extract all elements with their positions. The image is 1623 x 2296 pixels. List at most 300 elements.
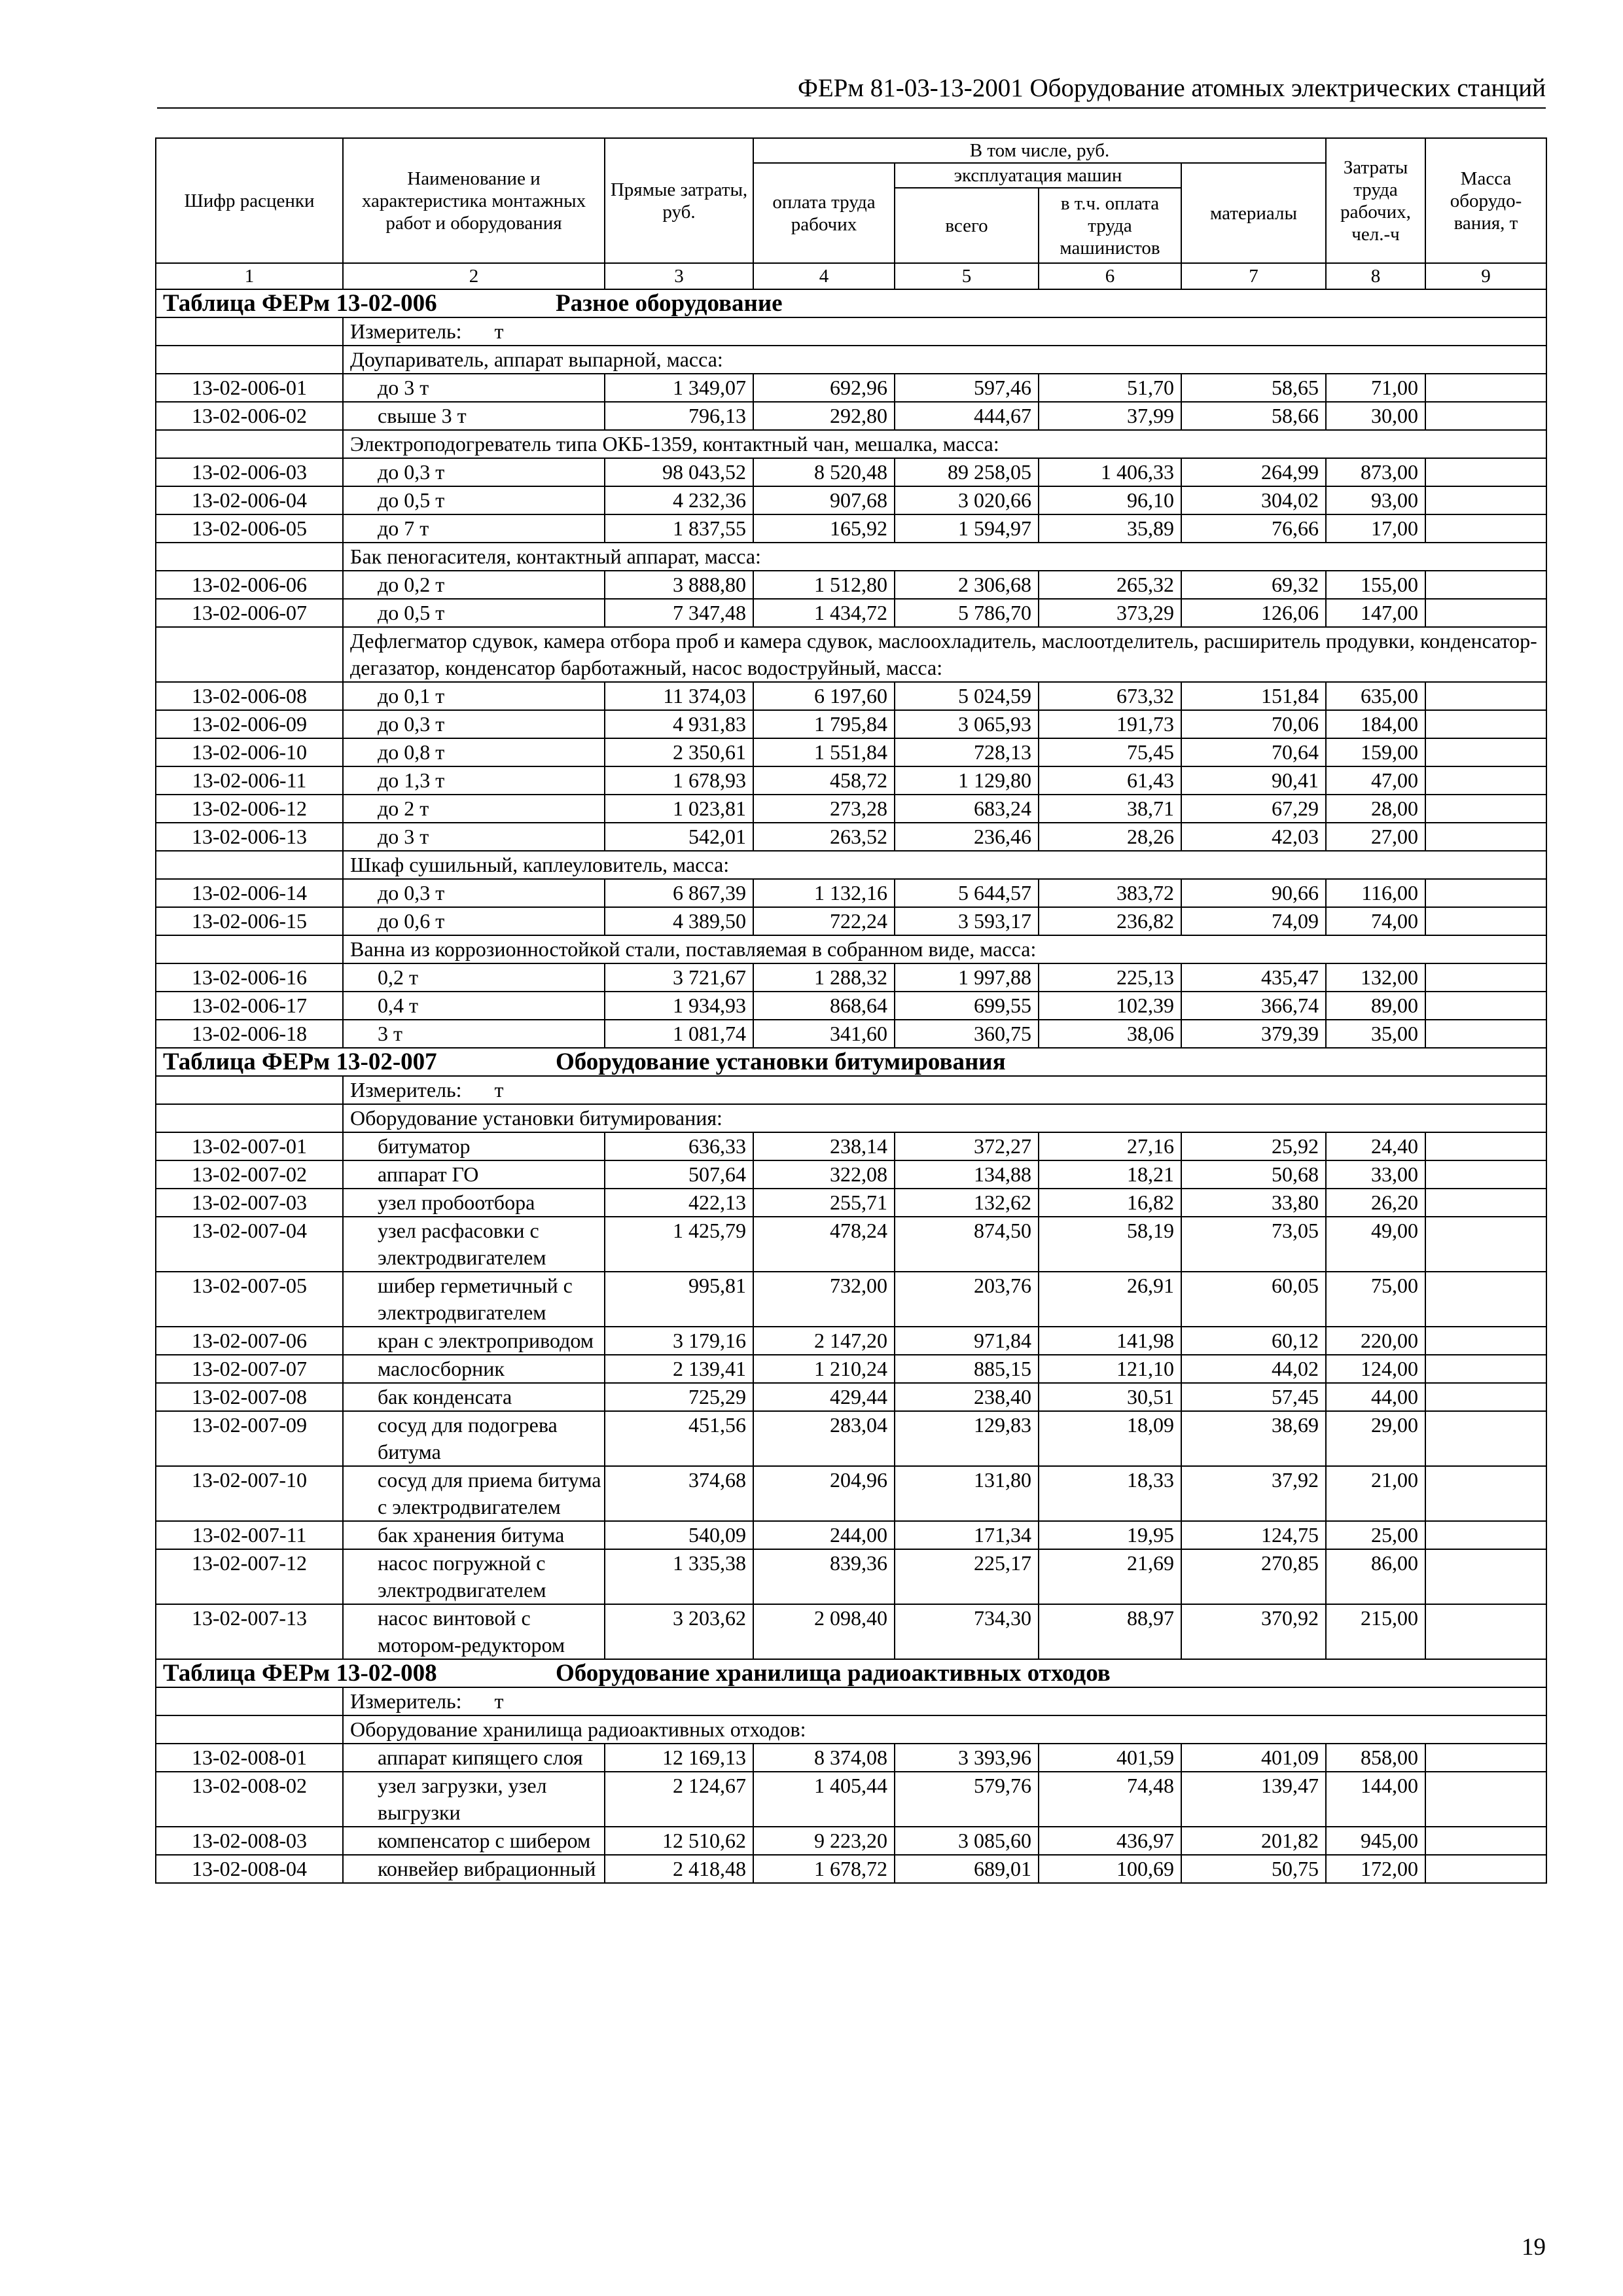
- rate-code-cell: 13-02-008-03: [156, 1827, 343, 1855]
- materials-cell: 151,84: [1181, 682, 1326, 710]
- direct-cost-cell: 507,64: [605, 1160, 753, 1189]
- machines-total-cell: 372,27: [895, 1132, 1039, 1160]
- machinist-pay-cell: 373,29: [1039, 599, 1181, 627]
- header-machines: эксплуатация машин: [895, 163, 1181, 188]
- labor-pay-cell: 1 795,84: [753, 710, 895, 738]
- materials-cell: 379,39: [1181, 1020, 1326, 1048]
- materials-cell: 366,74: [1181, 992, 1326, 1020]
- direct-cost-cell: 1 335,38: [605, 1549, 753, 1604]
- table-row: [156, 1272, 1546, 1327]
- machines-total-cell: 444,67: [895, 402, 1039, 430]
- meter-label: Измеритель:: [350, 319, 462, 343]
- labor-pay-cell: 1 210,24: [753, 1355, 895, 1383]
- labor-pay-cell: 429,44: [753, 1383, 895, 1411]
- machinist-pay-cell: 18,09: [1039, 1411, 1181, 1466]
- materials-cell: 69,32: [1181, 571, 1326, 599]
- rate-code-cell: 13-02-007-02: [156, 1160, 343, 1189]
- machinist-pay-cell: 61,43: [1039, 766, 1181, 795]
- equipment-mass-cell: [1425, 1383, 1546, 1411]
- column-number: 6: [1039, 263, 1181, 289]
- labor-cost-cell: 35,00: [1326, 1020, 1425, 1048]
- table-row: [156, 1604, 1546, 1659]
- group-label-row: [156, 543, 1546, 571]
- header-machinist-pay: в т.ч. оплата труда машинистов: [1039, 188, 1181, 263]
- machinist-pay-cell: 21,69: [1039, 1549, 1181, 1604]
- machines-total-cell: 203,76: [895, 1272, 1039, 1327]
- equipment-mass-cell: [1425, 402, 1546, 430]
- direct-cost-cell: 725,29: [605, 1383, 753, 1411]
- group-label: Дефлегматор сдувок, камера отбора проб и камера сдувок, маслоохладитель, маслоотделитель, расширитель продувки, конденсатор-дегазатор, конденсатор барботажный, насос водоструйный, масса:: [343, 627, 1546, 682]
- group-label: Ванна из коррозионностойкой стали, поставляемая в собранном виде, масса:: [343, 935, 1546, 963]
- rate-code-cell: 13-02-007-08: [156, 1383, 343, 1411]
- materials-cell: 50,68: [1181, 1160, 1326, 1189]
- equipment-mass-cell: [1425, 1855, 1546, 1883]
- table-row: [156, 823, 1546, 851]
- rate-code-cell: 13-02-006-03: [156, 458, 343, 486]
- table-row: [156, 514, 1546, 543]
- work-name-cell: свыше 3 т: [343, 402, 605, 430]
- machinist-pay-cell: 88,97: [1039, 1604, 1181, 1659]
- labor-cost-cell: 132,00: [1326, 963, 1425, 992]
- header-incl: В том числе, руб.: [753, 138, 1326, 163]
- group-label-row: [156, 1715, 1546, 1744]
- table-row: [156, 458, 1546, 486]
- direct-cost-cell: 4 389,50: [605, 907, 753, 935]
- table-row: [156, 907, 1546, 935]
- column-number: 7: [1181, 263, 1326, 289]
- direct-cost-cell: 4 931,83: [605, 710, 753, 738]
- labor-cost-cell: 75,00: [1326, 1272, 1425, 1327]
- direct-cost-cell: 1 837,55: [605, 514, 753, 543]
- labor-pay-cell: 1 132,16: [753, 879, 895, 907]
- equipment-mass-cell: [1425, 823, 1546, 851]
- materials-cell: 57,45: [1181, 1383, 1326, 1411]
- direct-cost-cell: 1 678,93: [605, 766, 753, 795]
- materials-cell: 139,47: [1181, 1772, 1326, 1827]
- table-row: [156, 963, 1546, 992]
- machinist-pay-cell: 28,26: [1039, 823, 1181, 851]
- work-name-cell: узел пробоотбора: [343, 1189, 605, 1217]
- machinist-pay-cell: 30,51: [1039, 1383, 1181, 1411]
- labor-cost-cell: 27,00: [1326, 823, 1425, 851]
- rate-code-cell: 13-02-007-07: [156, 1355, 343, 1383]
- group-label: Оборудование установки битумирования:: [343, 1104, 1546, 1132]
- work-name-cell: кран с электроприводом: [343, 1327, 605, 1355]
- table-row: [156, 795, 1546, 823]
- direct-cost-cell: 2 350,61: [605, 738, 753, 766]
- group-label: Доупариватель, аппарат выпарной, масса:: [343, 346, 1546, 374]
- direct-cost-cell: 4 232,36: [605, 486, 753, 514]
- machinist-pay-cell: 74,48: [1039, 1772, 1181, 1827]
- rate-code-cell: 13-02-006-08: [156, 682, 343, 710]
- table-row: [156, 1327, 1546, 1355]
- labor-cost-cell: 44,00: [1326, 1383, 1425, 1411]
- table-row: [156, 879, 1546, 907]
- rate-code-cell: 13-02-007-12: [156, 1549, 343, 1604]
- meter-unit: т: [494, 319, 504, 343]
- equipment-mass-cell: [1425, 458, 1546, 486]
- labor-cost-cell: 635,00: [1326, 682, 1425, 710]
- materials-cell: 435,47: [1181, 963, 1326, 992]
- rate-code-cell: 13-02-008-01: [156, 1744, 343, 1772]
- direct-cost-cell: 451,56: [605, 1411, 753, 1466]
- meter-row: [156, 1687, 1546, 1715]
- direct-cost-cell: 542,01: [605, 823, 753, 851]
- page-header-title: ФЕРм 81-03-13-2001 Оборудование атомных электрических станций: [798, 74, 1546, 102]
- header-labor-pay: оплата труда рабочих: [753, 163, 895, 263]
- direct-cost-cell: 3 179,16: [605, 1327, 753, 1355]
- work-name-cell: до 0,3 т: [343, 879, 605, 907]
- labor-cost-cell: 24,40: [1326, 1132, 1425, 1160]
- work-name-cell: до 0,3 т: [343, 710, 605, 738]
- direct-cost-cell: 422,13: [605, 1189, 753, 1217]
- group-label-row: [156, 1104, 1546, 1132]
- work-name-cell: 0,2 т: [343, 963, 605, 992]
- table-row: [156, 1132, 1546, 1160]
- labor-pay-cell: 9 223,20: [753, 1827, 895, 1855]
- machinist-pay-cell: 18,21: [1039, 1160, 1181, 1189]
- machinist-pay-cell: 96,10: [1039, 486, 1181, 514]
- equipment-mass-cell: [1425, 1217, 1546, 1272]
- labor-cost-cell: 155,00: [1326, 571, 1425, 599]
- direct-cost-cell: 1 349,07: [605, 374, 753, 402]
- group-gap-cell: [156, 1104, 343, 1132]
- materials-cell: 70,64: [1181, 738, 1326, 766]
- materials-cell: 370,92: [1181, 1604, 1326, 1659]
- equipment-mass-cell: [1425, 710, 1546, 738]
- materials-cell: 42,03: [1181, 823, 1326, 851]
- rate-code-cell: 13-02-006-12: [156, 795, 343, 823]
- machinist-pay-cell: 16,82: [1039, 1189, 1181, 1217]
- labor-pay-cell: 322,08: [753, 1160, 895, 1189]
- machines-total-cell: 3 593,17: [895, 907, 1039, 935]
- labor-cost-cell: 945,00: [1326, 1827, 1425, 1855]
- machines-total-cell: 1 129,80: [895, 766, 1039, 795]
- rate-code-cell: 13-02-006-04: [156, 486, 343, 514]
- section-title: Разное оборудование: [556, 290, 783, 317]
- rate-code-cell: 13-02-006-06: [156, 571, 343, 599]
- equipment-mass-cell: [1425, 1160, 1546, 1189]
- machines-total-cell: 360,75: [895, 1020, 1039, 1048]
- group-gap-cell: [156, 1715, 343, 1744]
- equipment-mass-cell: [1425, 1189, 1546, 1217]
- column-number: 2: [343, 263, 605, 289]
- group-gap-cell: [156, 851, 343, 879]
- labor-pay-cell: 238,14: [753, 1132, 895, 1160]
- labor-pay-cell: 1 512,80: [753, 571, 895, 599]
- materials-cell: 73,05: [1181, 1217, 1326, 1272]
- materials-cell: 58,66: [1181, 402, 1326, 430]
- work-name-cell: до 0,6 т: [343, 907, 605, 935]
- section-code: Таблица ФЕРм 13-02-007: [163, 1049, 437, 1075]
- direct-cost-cell: 2 139,41: [605, 1355, 753, 1383]
- labor-cost-cell: 184,00: [1326, 710, 1425, 738]
- labor-cost-cell: 30,00: [1326, 402, 1425, 430]
- work-name-cell: до 1,3 т: [343, 766, 605, 795]
- labor-cost-cell: 159,00: [1326, 738, 1425, 766]
- table-row: [156, 766, 1546, 795]
- group-label-row: [156, 430, 1546, 458]
- group-label: Шкаф сушильный, каплеуловитель, масса:: [343, 851, 1546, 879]
- table-row: [156, 1411, 1546, 1466]
- rate-code-cell: 13-02-007-13: [156, 1604, 343, 1659]
- materials-cell: 37,92: [1181, 1466, 1326, 1521]
- labor-pay-cell: 6 197,60: [753, 682, 895, 710]
- column-number: 8: [1326, 263, 1425, 289]
- machinist-pay-cell: 225,13: [1039, 963, 1181, 992]
- materials-cell: 270,85: [1181, 1549, 1326, 1604]
- equipment-mass-cell: [1425, 766, 1546, 795]
- machinist-pay-cell: 27,16: [1039, 1132, 1181, 1160]
- table-row: [156, 738, 1546, 766]
- labor-pay-cell: 341,60: [753, 1020, 895, 1048]
- materials-cell: 90,66: [1181, 879, 1326, 907]
- column-number: 9: [1425, 263, 1546, 289]
- machines-total-cell: 874,50: [895, 1217, 1039, 1272]
- direct-cost-cell: 540,09: [605, 1521, 753, 1549]
- work-name-cell: до 7 т: [343, 514, 605, 543]
- labor-cost-cell: 29,00: [1326, 1411, 1425, 1466]
- meter-cell: [343, 1076, 1546, 1104]
- labor-cost-cell: 89,00: [1326, 992, 1425, 1020]
- labor-cost-cell: 215,00: [1326, 1604, 1425, 1659]
- labor-pay-cell: 1 551,84: [753, 738, 895, 766]
- materials-cell: 60,12: [1181, 1327, 1326, 1355]
- rate-code-cell: 13-02-006-11: [156, 766, 343, 795]
- direct-cost-cell: 1 023,81: [605, 795, 753, 823]
- machinist-pay-cell: 102,39: [1039, 992, 1181, 1020]
- equipment-mass-cell: [1425, 1521, 1546, 1549]
- work-name-cell: битуматор: [343, 1132, 605, 1160]
- labor-cost-cell: 47,00: [1326, 766, 1425, 795]
- rate-code-cell: 13-02-006-01: [156, 374, 343, 402]
- table-row: [156, 571, 1546, 599]
- table-header: [156, 138, 1546, 289]
- labor-pay-cell: 283,04: [753, 1411, 895, 1466]
- work-name-cell: до 0,8 т: [343, 738, 605, 766]
- rate-code-cell: 13-02-007-11: [156, 1521, 343, 1549]
- work-name-cell: сосуд для приема битума с электродвигателем: [343, 1466, 605, 1521]
- rate-code-cell: 13-02-007-05: [156, 1272, 343, 1327]
- labor-cost-cell: 220,00: [1326, 1327, 1425, 1355]
- equipment-mass-cell: [1425, 514, 1546, 543]
- machinist-pay-cell: 37,99: [1039, 402, 1181, 430]
- machinist-pay-cell: 236,82: [1039, 907, 1181, 935]
- group-gap-cell: [156, 430, 343, 458]
- materials-cell: 67,29: [1181, 795, 1326, 823]
- work-name-cell: насос винтовой с мотором-редуктором: [343, 1604, 605, 1659]
- section-title-cell: [156, 289, 1546, 317]
- group-gap-cell: [156, 627, 343, 682]
- work-name-cell: до 3 т: [343, 374, 605, 402]
- materials-cell: 201,82: [1181, 1827, 1326, 1855]
- header-labor-cost: Затраты труда рабочих, чел.-ч: [1326, 138, 1425, 263]
- equipment-mass-cell: [1425, 1020, 1546, 1048]
- equipment-mass-cell: [1425, 1466, 1546, 1521]
- labor-cost-cell: 25,00: [1326, 1521, 1425, 1549]
- machinist-pay-cell: 191,73: [1039, 710, 1181, 738]
- header-name: Наименование и характеристика монтажных работ и оборудования: [343, 138, 605, 263]
- materials-cell: 264,99: [1181, 458, 1326, 486]
- machines-total-cell: 885,15: [895, 1355, 1039, 1383]
- machines-total-cell: 5 644,57: [895, 879, 1039, 907]
- column-number: 5: [895, 263, 1039, 289]
- direct-cost-cell: 6 867,39: [605, 879, 753, 907]
- labor-cost-cell: 124,00: [1326, 1355, 1425, 1383]
- equipment-mass-cell: [1425, 571, 1546, 599]
- table-row: [156, 599, 1546, 627]
- machines-total-cell: 225,17: [895, 1549, 1039, 1604]
- machines-total-cell: 3 065,93: [895, 710, 1039, 738]
- equipment-mass-cell: [1425, 879, 1546, 907]
- work-name-cell: до 0,5 т: [343, 599, 605, 627]
- meter-cell: [343, 317, 1546, 346]
- materials-cell: 60,05: [1181, 1272, 1326, 1327]
- direct-cost-cell: 3 203,62: [605, 1604, 753, 1659]
- machines-total-cell: 129,83: [895, 1411, 1039, 1466]
- labor-pay-cell: 868,64: [753, 992, 895, 1020]
- work-name-cell: до 0,3 т: [343, 458, 605, 486]
- machinist-pay-cell: 383,72: [1039, 879, 1181, 907]
- equipment-mass-cell: [1425, 1827, 1546, 1855]
- group-label-row: [156, 935, 1546, 963]
- work-name-cell: маслосборник: [343, 1355, 605, 1383]
- table-row: [156, 1827, 1546, 1855]
- labor-cost-cell: 93,00: [1326, 486, 1425, 514]
- labor-pay-cell: 8 520,48: [753, 458, 895, 486]
- labor-cost-cell: 21,00: [1326, 1466, 1425, 1521]
- labor-cost-cell: 28,00: [1326, 795, 1425, 823]
- machines-total-cell: 131,80: [895, 1466, 1039, 1521]
- table-row: [156, 1383, 1546, 1411]
- labor-pay-cell: 292,80: [753, 402, 895, 430]
- direct-cost-cell: 12 510,62: [605, 1827, 753, 1855]
- work-name-cell: бак конденсата: [343, 1383, 605, 1411]
- machinist-pay-cell: 58,19: [1039, 1217, 1181, 1272]
- equipment-mass-cell: [1425, 1355, 1546, 1383]
- direct-cost-cell: 12 169,13: [605, 1744, 753, 1772]
- machinist-pay-cell: 26,91: [1039, 1272, 1181, 1327]
- table-row: [156, 1020, 1546, 1048]
- table-row: [156, 402, 1546, 430]
- table-row: [156, 1744, 1546, 1772]
- equipment-mass-cell: [1425, 963, 1546, 992]
- header-code: Шифр расценки: [156, 138, 343, 263]
- rate-code-cell: 13-02-007-06: [156, 1327, 343, 1355]
- rate-code-cell: 13-02-006-15: [156, 907, 343, 935]
- labor-pay-cell: 1 434,72: [753, 599, 895, 627]
- section-title-row: [156, 1048, 1546, 1076]
- group-gap-cell: [156, 346, 343, 374]
- table-body: [156, 289, 1546, 1883]
- materials-cell: 50,75: [1181, 1855, 1326, 1883]
- group-gap-cell: [156, 543, 343, 571]
- labor-cost-cell: 147,00: [1326, 599, 1425, 627]
- direct-cost-cell: 1 425,79: [605, 1217, 753, 1272]
- machines-total-cell: 689,01: [895, 1855, 1039, 1883]
- table-row: [156, 1855, 1546, 1883]
- labor-cost-cell: 71,00: [1326, 374, 1425, 402]
- materials-cell: 74,09: [1181, 907, 1326, 935]
- machinist-pay-cell: 75,45: [1039, 738, 1181, 766]
- header-mass: Масса оборудо-вания, т: [1425, 138, 1546, 263]
- column-number: 3: [605, 263, 753, 289]
- machines-total-cell: 171,34: [895, 1521, 1039, 1549]
- header-materials: материалы: [1181, 163, 1326, 263]
- materials-cell: 44,02: [1181, 1355, 1326, 1383]
- labor-cost-cell: 26,20: [1326, 1189, 1425, 1217]
- equipment-mass-cell: [1425, 1327, 1546, 1355]
- work-name-cell: до 0,2 т: [343, 571, 605, 599]
- section-title-cell: [156, 1048, 1546, 1076]
- group-label-row: [156, 627, 1546, 682]
- labor-pay-cell: 273,28: [753, 795, 895, 823]
- labor-pay-cell: 1 678,72: [753, 1855, 895, 1883]
- section-title: Оборудование хранилища радиоактивных отходов: [556, 1660, 1111, 1687]
- equipment-mass-cell: [1425, 992, 1546, 1020]
- materials-cell: 70,06: [1181, 710, 1326, 738]
- machines-total-cell: 579,76: [895, 1772, 1039, 1827]
- rate-code-cell: 13-02-007-04: [156, 1217, 343, 1272]
- machines-total-cell: 597,46: [895, 374, 1039, 402]
- materials-cell: 76,66: [1181, 514, 1326, 543]
- labor-pay-cell: 839,36: [753, 1549, 895, 1604]
- work-name-cell: насос погружной с электродвигателем: [343, 1549, 605, 1604]
- direct-cost-cell: 374,68: [605, 1466, 753, 1521]
- page-number: 19: [1522, 2234, 1546, 2261]
- labor-pay-cell: 8 374,08: [753, 1744, 895, 1772]
- machinist-pay-cell: 38,71: [1039, 795, 1181, 823]
- equipment-mass-cell: [1425, 374, 1546, 402]
- section-title-row: [156, 289, 1546, 317]
- meter-row: [156, 1076, 1546, 1104]
- machines-total-cell: 734,30: [895, 1604, 1039, 1659]
- work-name-cell: до 0,5 т: [343, 486, 605, 514]
- machinist-pay-cell: 141,98: [1039, 1327, 1181, 1355]
- table-row: [156, 1466, 1546, 1521]
- materials-cell: 401,09: [1181, 1744, 1326, 1772]
- machines-total-cell: 236,46: [895, 823, 1039, 851]
- equipment-mass-cell: [1425, 1604, 1546, 1659]
- work-name-cell: до 2 т: [343, 795, 605, 823]
- labor-cost-cell: 144,00: [1326, 1772, 1425, 1827]
- equipment-mass-cell: [1425, 1744, 1546, 1772]
- equipment-mass-cell: [1425, 486, 1546, 514]
- labor-cost-cell: 74,00: [1326, 907, 1425, 935]
- table-row: [156, 1160, 1546, 1189]
- labor-pay-cell: 244,00: [753, 1521, 895, 1549]
- work-name-cell: узел расфасовки с электродвигателем: [343, 1217, 605, 1272]
- labor-pay-cell: 1 405,44: [753, 1772, 895, 1827]
- direct-cost-cell: 2 418,48: [605, 1855, 753, 1883]
- rate-code-cell: 13-02-006-14: [156, 879, 343, 907]
- rate-code-cell: 13-02-006-09: [156, 710, 343, 738]
- work-name-cell: аппарат ГО: [343, 1160, 605, 1189]
- direct-cost-cell: 796,13: [605, 402, 753, 430]
- table-row: [156, 1217, 1546, 1272]
- labor-cost-cell: 172,00: [1326, 1855, 1425, 1883]
- direct-cost-cell: 1 081,74: [605, 1020, 753, 1048]
- rate-code-cell: 13-02-006-16: [156, 963, 343, 992]
- machinist-pay-cell: 51,70: [1039, 374, 1181, 402]
- rate-code-cell: 13-02-006-05: [156, 514, 343, 543]
- machines-total-cell: 3 020,66: [895, 486, 1039, 514]
- table-row: [156, 486, 1546, 514]
- header-direct: Прямые затраты, руб.: [605, 138, 753, 263]
- section-title-cell: [156, 1659, 1546, 1687]
- labor-cost-cell: 49,00: [1326, 1217, 1425, 1272]
- machines-total-cell: 1 997,88: [895, 963, 1039, 992]
